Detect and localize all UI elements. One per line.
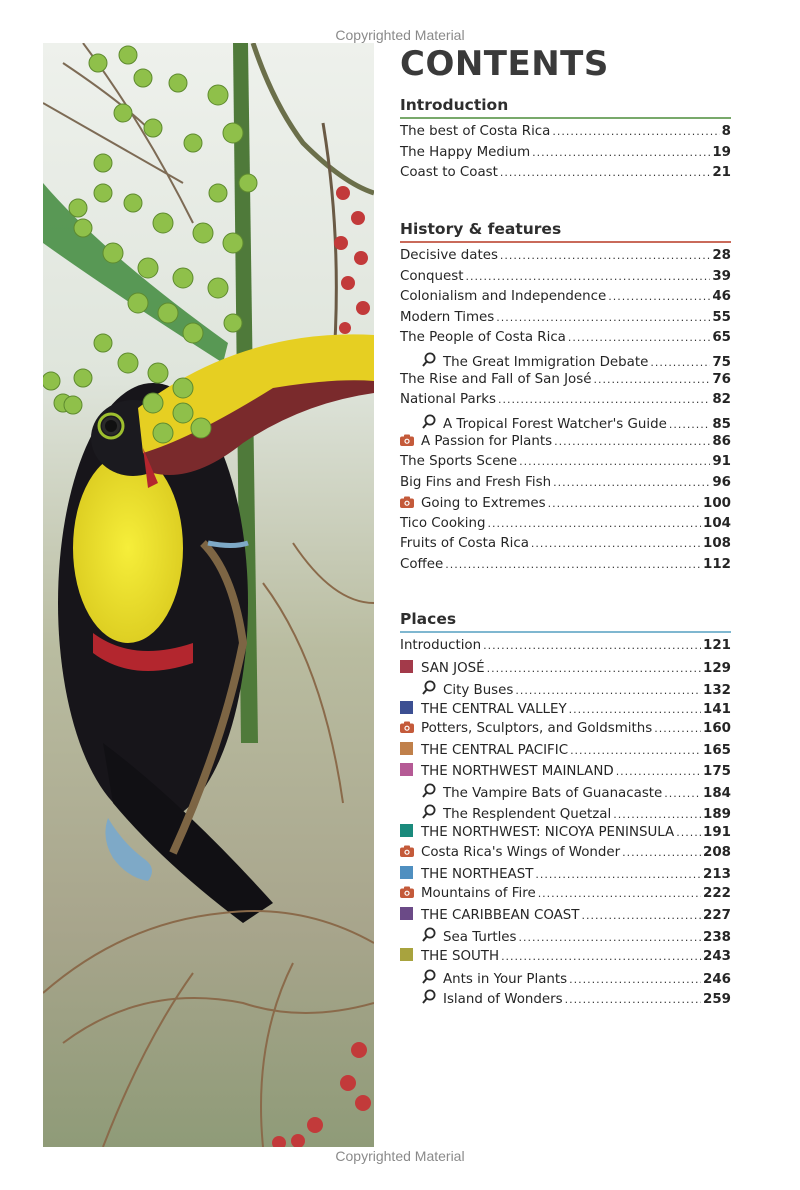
toc-entry-label: The Sports Scene	[400, 453, 518, 469]
dot-leader	[465, 270, 710, 283]
toc-entry	[400, 516, 731, 537]
toc-entry-label: Introduction	[400, 638, 482, 653]
region-color-square-icon	[400, 866, 415, 879]
toc-entry-label: Fruits of Costa Rica	[400, 536, 529, 552]
toc-entry-page-number: 82	[712, 392, 731, 408]
toc-entry-page-number: 259	[703, 992, 731, 1008]
toc-entry-page-number: 165	[703, 742, 731, 758]
toc-entry	[400, 720, 731, 741]
toc-entry-page-number: 238	[703, 930, 731, 946]
section-introduction	[400, 96, 731, 186]
dot-leader	[498, 393, 710, 406]
toc-entry-page-number: 75	[712, 354, 731, 370]
toc-entry-page-number: 184	[703, 786, 731, 802]
dot-leader	[554, 435, 710, 448]
toc-entry	[400, 659, 731, 680]
toc-entry	[400, 475, 731, 496]
toc-entry-page-number: 55	[712, 309, 731, 325]
toc-entry	[400, 885, 731, 906]
toc-entry-label: Decisive dates	[400, 248, 498, 263]
dot-leader	[488, 517, 702, 530]
toc-entry-page-number: 243	[703, 948, 731, 964]
toc-entry	[400, 351, 731, 372]
toc-entry-label: SAN JOSÉ	[421, 660, 485, 676]
dot-leader	[519, 931, 702, 944]
toc-entry-label: Island of Wonders	[443, 992, 563, 1008]
toc-entry	[400, 782, 731, 803]
toc-entry	[400, 433, 731, 454]
toc-entry-page-number: 160	[703, 721, 731, 737]
toc-entry	[400, 454, 731, 475]
dot-leader	[582, 909, 702, 922]
dot-leader	[548, 497, 701, 510]
section-history-features	[400, 220, 731, 578]
magnifier-icon	[422, 414, 437, 427]
toc-entry	[400, 310, 731, 331]
region-color-square-icon	[400, 742, 415, 755]
toc-entry-page-number: 28	[712, 248, 731, 263]
camera-icon	[400, 845, 415, 858]
toc-entry	[400, 823, 731, 844]
toc-entry-page-number: 129	[703, 660, 731, 676]
toc-entry-label: Coast to Coast	[400, 165, 498, 181]
toc-entry	[400, 536, 731, 557]
toc-entry	[400, 124, 731, 145]
dot-leader	[569, 703, 701, 716]
toc-entry	[400, 947, 731, 968]
camera-icon	[400, 434, 415, 447]
toc-entry-label: Coffee	[400, 556, 444, 572]
toc-entry-label: The Vampire Bats of Guanacaste	[443, 786, 663, 802]
toc-entry	[400, 803, 731, 824]
region-color-square-icon	[400, 660, 415, 673]
dot-leader	[532, 146, 710, 159]
toc-entry-label: THE CENTRAL VALLEY	[421, 701, 567, 717]
toc-entry-page-number: 175	[703, 763, 731, 779]
toc-entry-label: Mountains of Fire	[421, 886, 536, 902]
toc-entry-label: A Tropical Forest Watcher's Guide	[443, 416, 667, 432]
toc-entry-page-number: 76	[712, 371, 731, 387]
toc-entry	[400, 495, 731, 516]
toc-entry	[400, 638, 731, 659]
dot-leader	[568, 331, 710, 344]
toc-entry-page-number: 189	[703, 806, 731, 822]
region-color-square-icon	[400, 948, 415, 961]
toc-entry	[400, 988, 731, 1009]
toc-entry-label: Conquest	[400, 268, 464, 284]
section-heading: History & features	[400, 220, 731, 243]
magnifier-icon	[422, 989, 437, 1002]
toc-entry-page-number: 96	[712, 474, 731, 490]
toc-entry-label: The People of Costa Rica	[400, 330, 566, 346]
toc-entry	[400, 679, 731, 700]
dot-leader	[538, 887, 701, 900]
toc-entry-label: THE CENTRAL PACIFIC	[421, 742, 569, 758]
toc-entry-page-number: 141	[703, 701, 731, 717]
toc-entry-page-number: 227	[703, 907, 731, 923]
dot-leader	[650, 356, 710, 369]
magnifier-icon	[422, 352, 437, 365]
magnifier-icon	[422, 783, 437, 796]
toc-entry-page-number: 39	[712, 268, 731, 284]
toc-entry-label: THE NORTHWEST MAINLAND	[421, 763, 614, 779]
toc-entry-label: The Happy Medium	[400, 144, 531, 160]
dot-leader	[616, 765, 701, 778]
dot-leader	[622, 846, 701, 859]
dot-leader	[483, 639, 701, 652]
dot-leader	[669, 418, 711, 431]
dot-leader	[570, 744, 701, 757]
toc-entry-label: City Buses	[443, 683, 514, 699]
dot-leader	[496, 311, 710, 324]
toc-entry	[400, 269, 731, 290]
region-color-square-icon	[400, 763, 415, 776]
toc-entry-label: THE NORTHEAST	[421, 866, 534, 882]
dot-leader	[445, 558, 701, 571]
toc-entry	[400, 413, 731, 434]
toc-entry-label: Tico Cooking	[400, 515, 486, 531]
magnifier-icon	[422, 680, 437, 693]
dot-leader	[593, 373, 710, 386]
toc-entry-page-number: 85	[712, 416, 731, 432]
section-places	[400, 610, 731, 1009]
section-heading: Places	[400, 610, 731, 633]
dot-leader	[569, 973, 701, 986]
dot-leader	[654, 722, 701, 735]
toc-entry	[400, 248, 731, 269]
toc-entry-label: The Resplendent Quetzal	[443, 806, 612, 822]
toc-entry-page-number: 191	[703, 825, 731, 841]
toc-entry-label: THE CARIBBEAN COAST	[421, 907, 580, 923]
toc-entry-label: The Great Immigration Debate	[443, 354, 649, 370]
toc-entry	[400, 844, 731, 865]
toc-entry-label: Modern Times	[400, 309, 495, 325]
magnifier-icon	[422, 969, 437, 982]
dot-leader	[552, 125, 719, 138]
section-heading: Introduction	[400, 96, 731, 119]
magnifier-icon	[422, 927, 437, 940]
table-of-contents	[400, 44, 731, 1008]
watermark-top: Copyrighted Material	[335, 27, 465, 43]
dot-leader	[613, 808, 701, 821]
toc-entry-page-number: 108	[703, 536, 731, 552]
toc-entry-label: A Passion for Plants	[421, 434, 553, 450]
toc-entry-page-number: 104	[703, 515, 731, 531]
toc-entry-label: National Parks	[400, 392, 496, 408]
toc-entry-page-number: 91	[712, 453, 731, 469]
toc-entry	[400, 372, 731, 393]
watermark-bottom: Copyrighted Material	[335, 1148, 465, 1164]
toucan-photo	[43, 43, 374, 1147]
magnifier-icon	[422, 804, 437, 817]
toc-entry	[400, 557, 731, 578]
toc-entry-page-number: 246	[703, 971, 731, 987]
toc-entry-label: Colonialism and Independence	[400, 289, 607, 305]
toc-entry-label: Sea Turtles	[443, 930, 517, 946]
toc-entry-page-number: 213	[703, 866, 731, 882]
region-color-square-icon	[400, 701, 415, 714]
page-title: CONTENTS	[400, 44, 609, 84]
toc-entry-label: Going to Extremes	[421, 496, 546, 512]
toc-entry	[400, 289, 731, 310]
toc-entry	[400, 762, 731, 783]
dot-leader	[531, 537, 701, 550]
toc-entry-page-number: 222	[703, 886, 731, 902]
toc-entry	[400, 741, 731, 762]
region-color-square-icon	[400, 907, 415, 920]
toc-entry-page-number: 46	[712, 289, 731, 305]
toc-entry	[400, 165, 731, 186]
camera-icon	[400, 496, 415, 509]
toc-entry-page-number: 8	[721, 124, 731, 139]
toc-entry-label: Ants in Your Plants	[443, 971, 568, 987]
toc-entry-page-number: 100	[703, 496, 731, 512]
dot-leader	[519, 455, 710, 468]
toc-entry-page-number: 208	[703, 844, 731, 860]
toc-entry	[400, 145, 731, 166]
dot-leader	[500, 166, 710, 179]
dot-leader	[487, 662, 701, 675]
toc-entry-label: THE NORTHWEST: NICOYA PENINSULA	[421, 825, 675, 841]
toc-entry-label: The best of Costa Rica	[400, 124, 551, 139]
toc-entry-page-number: 21	[712, 165, 731, 181]
toc-entry-label: Costa Rica's Wings of Wonder	[421, 844, 621, 860]
toc-entry-label: THE SOUTH	[421, 948, 500, 964]
dot-leader	[553, 476, 710, 489]
dot-leader	[501, 950, 701, 963]
toc-entry-page-number: 86	[712, 434, 731, 450]
dot-leader	[500, 249, 710, 262]
camera-icon	[400, 721, 415, 734]
toc-entry	[400, 968, 731, 989]
toc-entry	[400, 865, 731, 886]
dot-leader	[676, 826, 701, 839]
dot-leader	[664, 787, 701, 800]
toc-entry	[400, 392, 731, 413]
toc-entry	[400, 926, 731, 947]
camera-icon	[400, 886, 415, 899]
toc-entry-page-number: 121	[703, 638, 731, 653]
toc-entry-label: Big Fins and Fresh Fish	[400, 474, 552, 490]
dot-leader	[535, 868, 701, 881]
toc-entry-page-number: 112	[703, 556, 731, 572]
toc-entry	[400, 330, 731, 351]
toc-entry-label: The Rise and Fall of San José	[400, 371, 592, 387]
dot-leader	[608, 290, 710, 303]
toc-entry-page-number: 132	[703, 683, 731, 699]
toc-entry	[400, 906, 731, 927]
region-color-square-icon	[400, 824, 415, 837]
toc-entry	[400, 700, 731, 721]
dot-leader	[515, 684, 701, 697]
toc-entry-page-number: 19	[712, 144, 731, 160]
toc-entry-page-number: 65	[712, 330, 731, 346]
toc-entry-label: Potters, Sculptors, and Goldsmiths	[421, 721, 653, 737]
dot-leader	[565, 993, 701, 1006]
